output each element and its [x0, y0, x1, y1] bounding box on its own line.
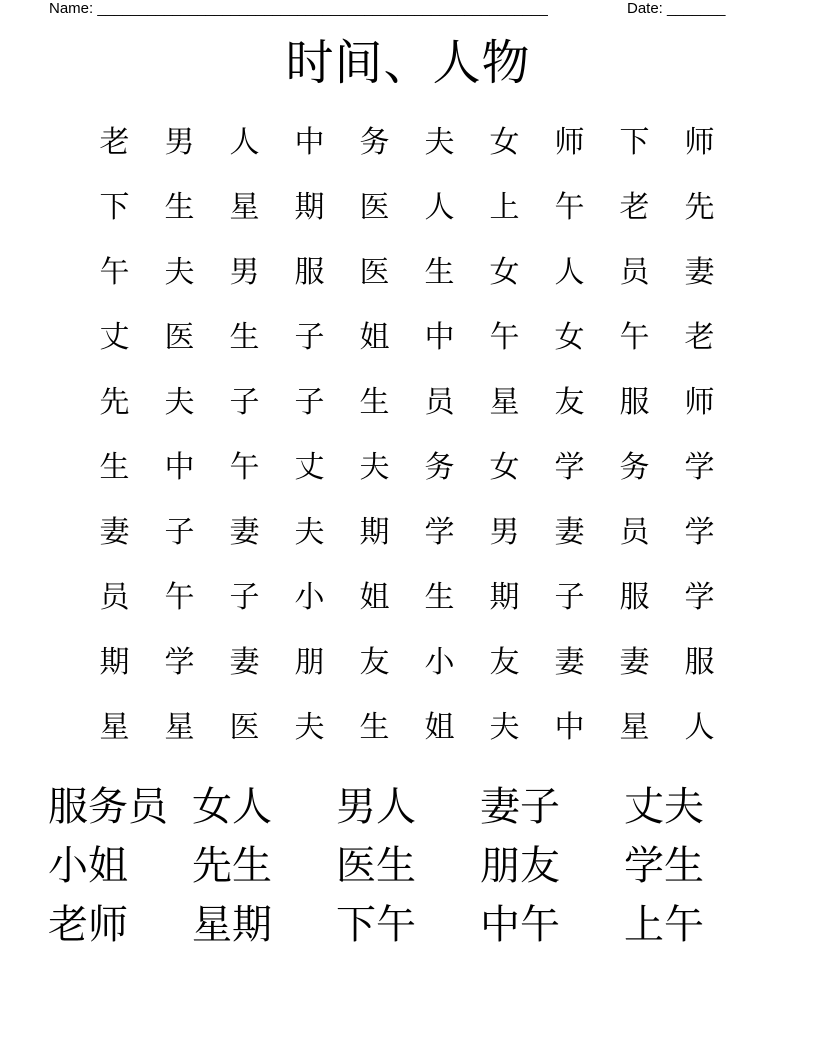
grid-cell: 期	[489, 580, 520, 615]
grid-cell: 女	[489, 450, 520, 485]
date-field-label: Date: _______	[627, 0, 726, 17]
grid-cell: 服	[619, 580, 650, 615]
word-bank-item: 老师	[48, 902, 128, 948]
grid-cell: 期	[359, 515, 390, 550]
grid-cell: 生	[359, 710, 390, 745]
word-bank-item: 上午	[624, 902, 704, 948]
grid-cell: 中	[164, 450, 195, 485]
grid-cell: 务	[359, 125, 390, 160]
grid-cell: 妻	[554, 645, 585, 680]
word-bank-item: 下午	[336, 902, 416, 948]
grid-cell: 务	[619, 450, 650, 485]
grid-cell: 小	[294, 580, 325, 615]
word-bank-item: 星期	[192, 902, 272, 948]
grid-cell: 生	[164, 190, 195, 225]
grid-cell: 午	[489, 320, 520, 355]
word-search-grid	[82, 110, 732, 760]
grid-row	[82, 240, 732, 305]
grid-cell: 服	[294, 255, 325, 290]
grid-row	[82, 435, 732, 500]
grid-cell: 人	[554, 255, 585, 290]
grid-cell: 男	[489, 515, 520, 550]
grid-cell: 医	[359, 255, 390, 290]
grid-cell: 务	[424, 450, 455, 485]
grid-row	[82, 175, 732, 240]
grid-cell: 生	[229, 320, 260, 355]
word-bank-item: 学生	[624, 843, 704, 889]
grid-cell: 生	[424, 255, 455, 290]
grid-cell: 老	[619, 190, 650, 225]
grid-cell: 夫	[164, 255, 195, 290]
grid-cell: 夫	[294, 710, 325, 745]
grid-cell: 期	[294, 190, 325, 225]
grid-cell: 医	[164, 320, 195, 355]
grid-cell: 星	[229, 190, 260, 225]
grid-cell: 员	[619, 515, 650, 550]
word-bank-row	[48, 896, 768, 955]
word-bank-item: 中午	[480, 902, 560, 948]
grid-cell: 星	[619, 710, 650, 745]
grid-cell: 员	[619, 255, 650, 290]
grid-cell: 午	[164, 580, 195, 615]
word-bank-row	[48, 778, 768, 837]
grid-cell: 友	[359, 645, 390, 680]
grid-cell: 生	[359, 385, 390, 420]
grid-cell: 师	[554, 125, 585, 160]
grid-cell: 中	[294, 125, 325, 160]
grid-cell: 子	[164, 515, 195, 550]
grid-cell: 师	[684, 125, 715, 160]
grid-cell: 夫	[359, 450, 390, 485]
grid-cell: 姐	[424, 710, 455, 745]
grid-cell: 员	[424, 385, 455, 420]
grid-cell: 学	[424, 515, 455, 550]
grid-cell: 妻	[684, 255, 715, 290]
grid-cell: 师	[684, 385, 715, 420]
grid-row	[82, 305, 732, 370]
grid-row	[82, 500, 732, 565]
grid-cell: 中	[554, 710, 585, 745]
grid-cell: 夫	[164, 385, 195, 420]
grid-cell: 妻	[554, 515, 585, 550]
grid-cell: 午	[229, 450, 260, 485]
grid-cell: 妻	[229, 515, 260, 550]
grid-cell: 星	[99, 710, 130, 745]
grid-cell: 星	[489, 385, 520, 420]
grid-cell: 子	[554, 580, 585, 615]
word-bank-item: 服务员	[48, 784, 168, 830]
grid-row	[82, 370, 732, 435]
grid-cell: 人	[229, 125, 260, 160]
grid-cell: 先	[684, 190, 715, 225]
grid-cell: 生	[99, 450, 130, 485]
grid-cell: 下	[619, 125, 650, 160]
grid-cell: 妻	[229, 645, 260, 680]
grid-cell: 女	[489, 125, 520, 160]
grid-cell: 夫	[424, 125, 455, 160]
grid-cell: 夫	[294, 515, 325, 550]
grid-cell: 医	[229, 710, 260, 745]
grid-cell: 服	[619, 385, 650, 420]
grid-cell: 丈	[294, 450, 325, 485]
grid-cell: 小	[424, 645, 455, 680]
grid-cell: 女	[489, 255, 520, 290]
grid-cell: 学	[684, 580, 715, 615]
grid-cell: 子	[229, 385, 260, 420]
grid-cell: 子	[229, 580, 260, 615]
grid-cell: 老	[684, 320, 715, 355]
page-title: 时间、人物	[285, 35, 531, 91]
grid-cell: 姐	[359, 580, 390, 615]
grid-cell: 期	[99, 645, 130, 680]
word-bank-row	[48, 837, 768, 896]
grid-row	[82, 565, 732, 630]
word-bank-item: 女人	[192, 784, 272, 830]
grid-cell: 星	[164, 710, 195, 745]
grid-cell: 朋	[294, 645, 325, 680]
grid-cell: 学	[684, 450, 715, 485]
grid-cell: 学	[554, 450, 585, 485]
word-bank-item: 男人	[336, 784, 416, 830]
grid-cell: 女	[554, 320, 585, 355]
word-bank	[48, 778, 768, 955]
grid-cell: 子	[294, 385, 325, 420]
word-bank-item: 丈夫	[624, 784, 704, 830]
grid-cell: 午	[619, 320, 650, 355]
grid-cell: 妻	[99, 515, 130, 550]
grid-cell: 医	[359, 190, 390, 225]
word-bank-item: 医生	[336, 843, 416, 889]
word-bank-item: 小姐	[48, 843, 128, 889]
grid-cell: 学	[164, 645, 195, 680]
grid-cell: 友	[554, 385, 585, 420]
grid-cell: 下	[99, 190, 130, 225]
grid-cell: 午	[554, 190, 585, 225]
word-bank-item: 先生	[192, 843, 272, 889]
grid-row	[82, 695, 732, 760]
grid-cell: 丈	[99, 320, 130, 355]
grid-cell: 员	[99, 580, 130, 615]
grid-row	[82, 630, 732, 695]
grid-cell: 男	[164, 125, 195, 160]
grid-cell: 午	[99, 255, 130, 290]
grid-cell: 男	[229, 255, 260, 290]
grid-cell: 中	[424, 320, 455, 355]
grid-cell: 人	[684, 710, 715, 745]
grid-cell: 子	[294, 320, 325, 355]
grid-cell: 友	[489, 645, 520, 680]
word-bank-item: 妻子	[480, 784, 560, 830]
grid-cell: 人	[424, 190, 455, 225]
grid-cell: 夫	[489, 710, 520, 745]
grid-cell: 生	[424, 580, 455, 615]
grid-cell: 老	[99, 125, 130, 160]
grid-cell: 先	[99, 385, 130, 420]
grid-cell: 学	[684, 515, 715, 550]
grid-cell: 服	[684, 645, 715, 680]
name-field-label: Name: ______________________________________________________	[49, 0, 548, 17]
word-bank-item: 朋友	[480, 843, 560, 889]
grid-cell: 妻	[619, 645, 650, 680]
grid-cell: 上	[489, 190, 520, 225]
grid-cell: 姐	[359, 320, 390, 355]
grid-row	[82, 110, 732, 175]
